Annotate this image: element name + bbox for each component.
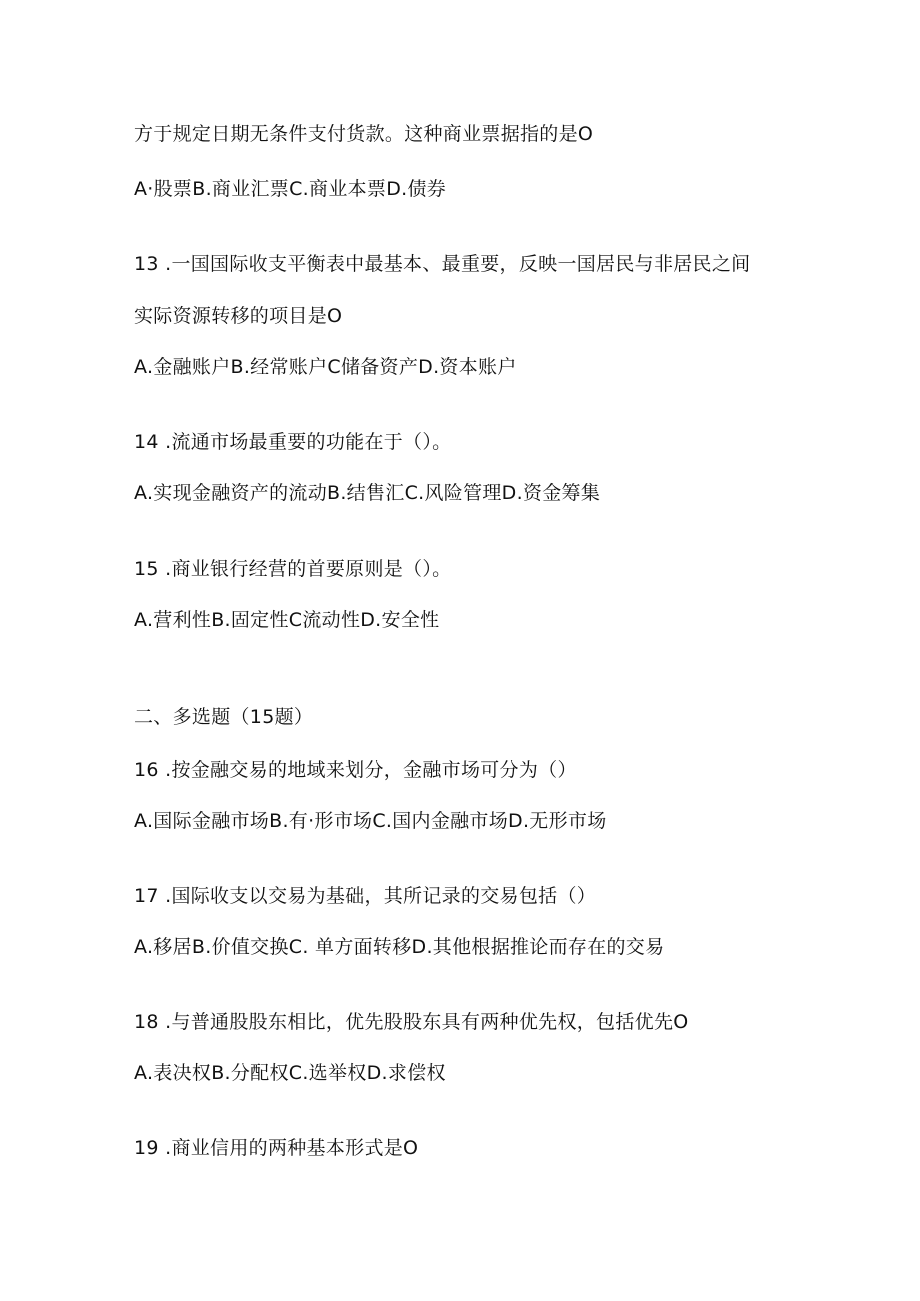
question-14-options: A.实现金融资产的流动B.结售汇C.风险管理D.资金筹集 <box>134 482 601 504</box>
question-12-stem-continuation: 方于规定日期无条件支付货款。这种商业票据指的是O <box>134 123 594 145</box>
question-15-stem: 15 .商业银行经营的首要原则是（）。 <box>134 558 452 580</box>
question-12-options: A·股票B.商业汇票C.商业本票D.债券 <box>134 178 447 200</box>
section-heading-multiple-choice: 二、多选题（15题） <box>134 706 314 728</box>
question-18-options: A.表决权B.分配权C.选举权D.求偿权 <box>134 1062 446 1084</box>
question-17-stem: 17 .国际收支以交易为基础，其所记录的交易包括（） <box>134 885 597 907</box>
question-15-options: A.营利性B.固定性C流动性D.安全性 <box>134 609 440 631</box>
question-16-options: A.国际金融市场B.有·形市场C.国内金融市场D.无形市场 <box>134 810 607 832</box>
question-18-stem: 18 .与普通股股东相比，优先股股东具有两种优先权，包括优先O <box>134 1011 689 1033</box>
question-13-stem-continuation: 实际资源转移的项目是O <box>134 305 343 327</box>
question-19-stem: 19 .商业信用的两种基本形式是O <box>134 1137 419 1159</box>
question-17-options: A.移居B.价值交换C. 单方面转移D.其他根据推论而存在的交易 <box>134 936 665 958</box>
question-13-stem: 13 .一国国际收支平衡表中最基本、最重要，反映一国居民与非居民之间 <box>134 253 751 275</box>
question-16-stem: 16 .按金融交易的地域来划分，金融市场可分为（） <box>134 759 577 781</box>
question-14-stem: 14 .流通市场最重要的功能在于（）。 <box>134 431 452 453</box>
question-13-options: A.金融账户B.经常账户C储备资产D.资本账户 <box>134 356 517 378</box>
